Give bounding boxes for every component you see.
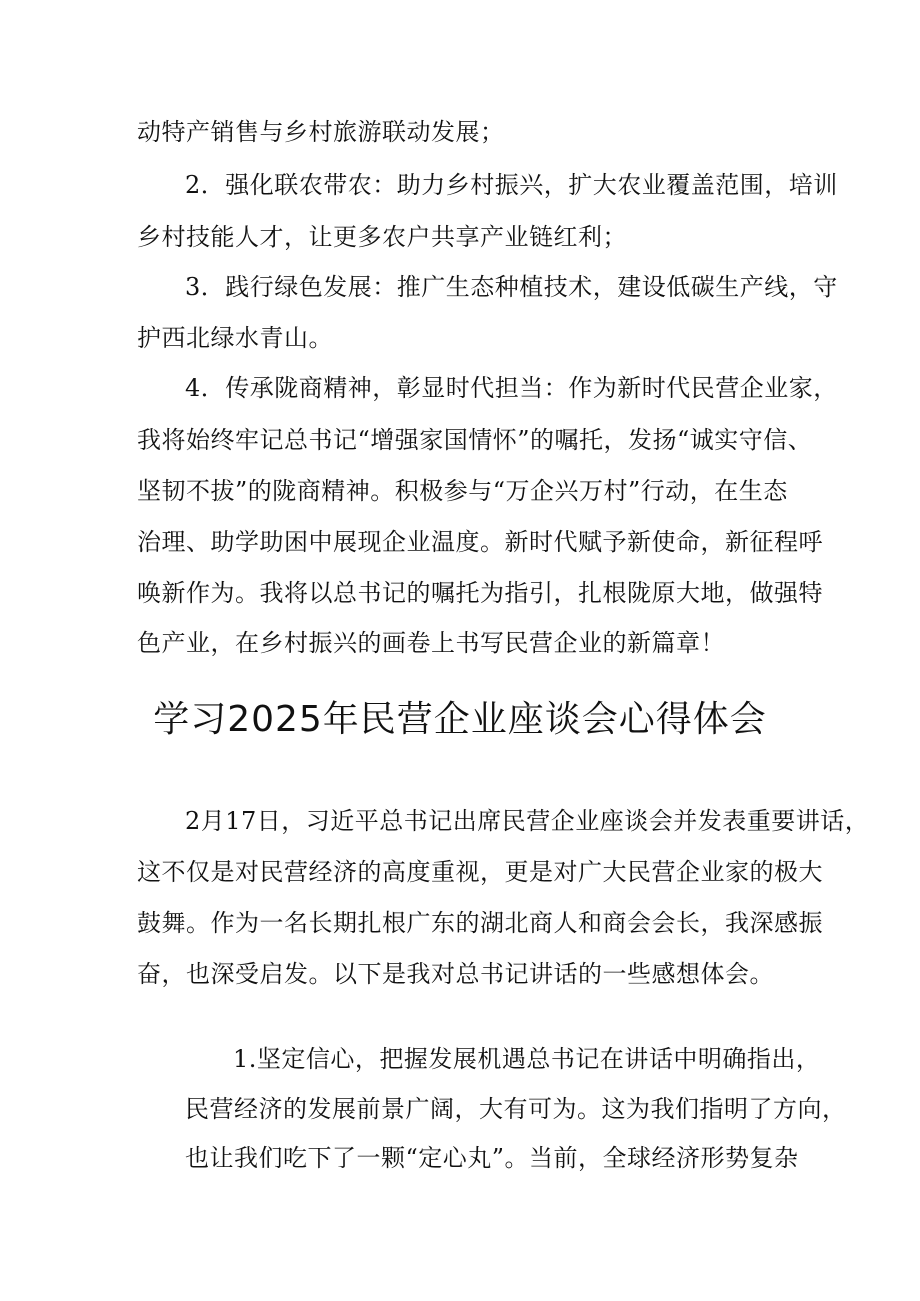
- section-line: 民营经济的发展前景广阔，大有可为。这为我们指明了方向，: [185, 1095, 847, 1123]
- text-line: 护西北绿水青山。: [137, 324, 333, 352]
- text-line: 治理、助学助困中展现企业温度。新时代赋予新使命，新征程呼: [137, 528, 823, 556]
- text-line: 坚韧不拔”的陇商精神。积极参与“万企兴万村”行动，在生态: [137, 477, 788, 505]
- intro-line: 2月17日，习近平总书记出席民营企业座谈会并发表重要讲话，: [185, 807, 870, 835]
- section-line: 也让我们吃下了一颗“定心丸”。当前，全球经济形势复杂: [185, 1144, 799, 1172]
- text-line: 我将始终牢记总书记“增强家国情怀”的嘱托，发扬“诚实守信、: [137, 426, 813, 454]
- intro-line: 奋，也深受启发。以下是我对总书记讲话的一些感想体会。: [137, 960, 774, 988]
- section-1-heading-line: 1.坚定信心，把握发展机遇总书记在讲话中明确指出，: [233, 1045, 821, 1073]
- text-line: 色产业，在乡村振兴的画卷上书写民营企业的新篇章！: [137, 629, 725, 657]
- text-line: 唤新作为。我将以总书记的嘱托为指引，扎根陇原大地，做强特: [137, 579, 823, 607]
- list-item-3-line: 3．践行绿色发展：推广生态种植技术，建设低碳生产线，守: [185, 273, 838, 301]
- text-line: 乡村技能人才，让更多农户共享产业链红利；: [137, 223, 627, 251]
- list-item-4-line: 4．传承陇商精神，彰显时代担当：作为新时代民营企业家，: [185, 374, 838, 402]
- intro-line: 鼓舞。作为一名长期扎根广东的湖北商人和商会会长，我深感振: [137, 909, 823, 937]
- document-title: 学习2025年民营企业座谈会心得体会: [153, 699, 767, 740]
- list-item-2-line: 2．强化联农带农：助力乡村振兴，扩大农业覆盖范围，培训: [185, 171, 838, 199]
- intro-line: 这不仅是对民营经济的高度重视，更是对广大民营企业家的极大: [137, 858, 823, 886]
- text-line: 动特产销售与乡村旅游联动发展；: [137, 118, 505, 146]
